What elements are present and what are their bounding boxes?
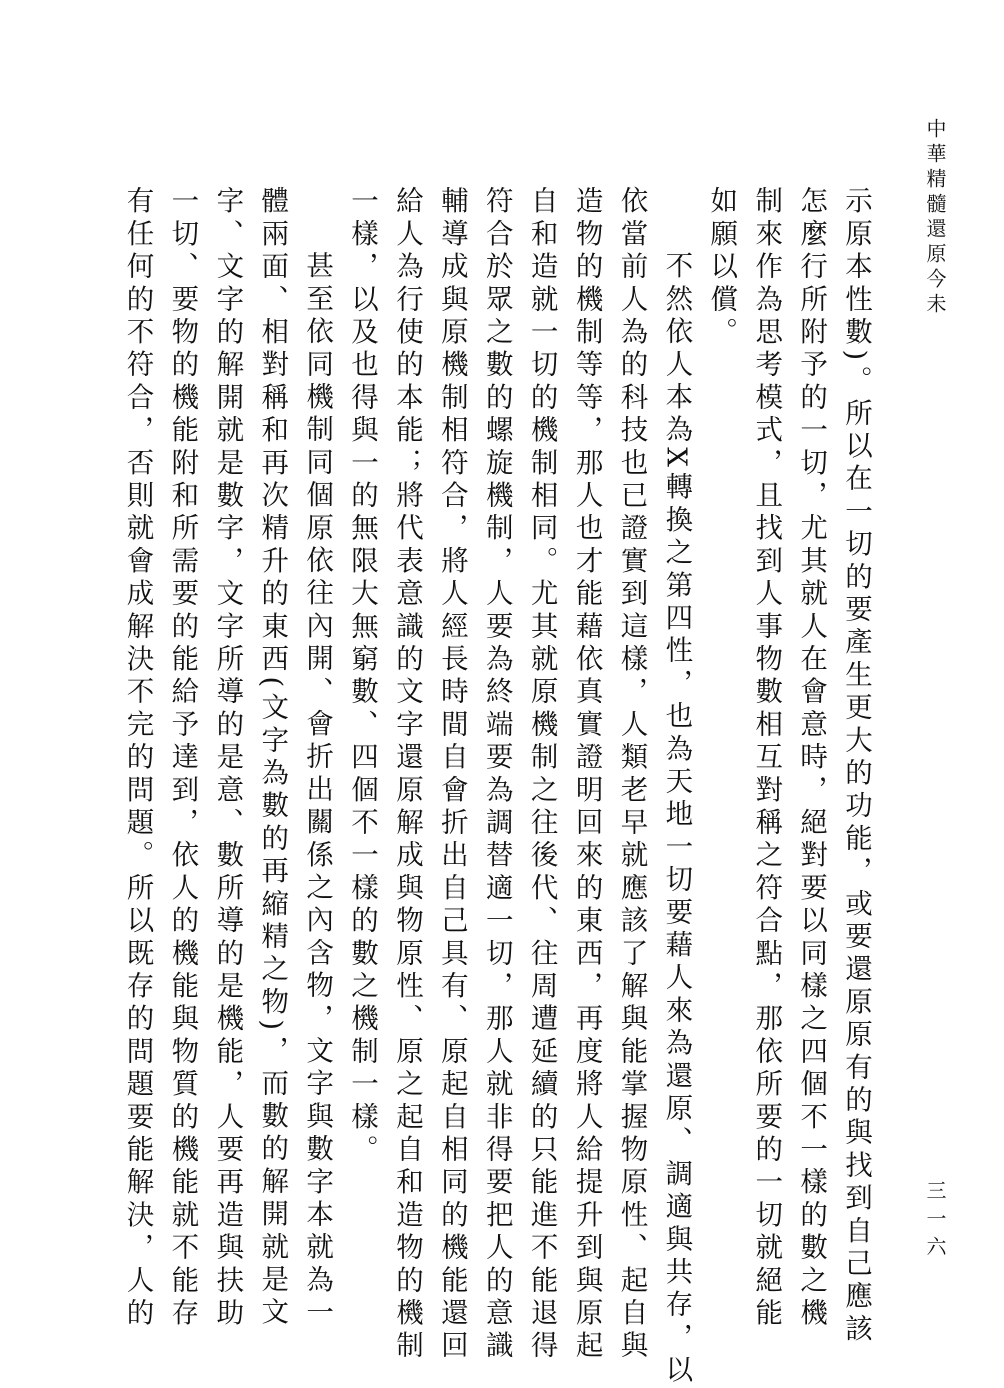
paragraph-1 xyxy=(698,186,878,1347)
running-header: 中華精髓還原今未 xyxy=(923,118,947,318)
text-line: 示原本性數)。所以在一切的要產生更大的功能，或要還原原有的與找到自己應該 xyxy=(840,186,872,1347)
text-line: 自和造就一切的機制相同。尤其就原機制之往後代、往周遭延續的只能進不能退得 xyxy=(525,186,558,1364)
text-line: 輔導成與原機制相符合，將人經長時間自會折出自己具有、原起自相同的機能還回 xyxy=(435,186,468,1364)
body-text xyxy=(115,186,878,1388)
text-line: 怎麼行所附予的一切，尤其就人在會意時，絕對要以同樣之四個不一樣的數之機 xyxy=(795,186,828,1331)
text-line: 依當前人為的科技也已證實到這樣，人類老早就應該了解與能掌握物原性、起自與 xyxy=(615,186,648,1364)
text-line: 不然依人本為X轉換之第四性，也為天地一切要藉人來為還原、調適與共存，以 xyxy=(660,251,693,1388)
paragraph-3 xyxy=(115,186,340,1331)
paragraph-2 xyxy=(339,186,698,1388)
text-line: 一切、要物的機能附和所需要的能給予達到，依人的機能與物質的機能就不能存 xyxy=(166,186,199,1331)
text-line: 如願以償。 xyxy=(705,186,738,350)
text-line: 造物的機制等等，那人也才能藉依真實證明回來的東西，再度將人給提升到與原起 xyxy=(570,186,603,1364)
text-line: 一樣，以及也得與一的無限大無窮數、四個不一樣的數之機制一樣。 xyxy=(346,186,379,1167)
text-line: 體兩面、相對稱和再次精升的東西(文字為數的再縮精之物)，而數的解開就是文 xyxy=(256,186,289,1330)
page-number: 三一六 xyxy=(923,1180,947,1264)
text-line: 給人為行使的本能；將代表意識的文字還原解成與物原性、原之起自和造物的機制 xyxy=(390,186,423,1364)
text-line: 制來作為思考模式，且找到人事物數相互對稱之符合點，那依所要的一切就絕能 xyxy=(750,186,783,1331)
text-line: 有任何的不符合，否則就會成解決不完的問題。所以既存的問題要能解決，人的 xyxy=(121,186,154,1331)
text-line: 符合於眾之數的螺旋機制，人要為終端要為調替適一切，那人就非得要把人的意識 xyxy=(480,186,513,1364)
text-line: 甚至依同機制同個原依往內開、會折出關係之內含物，文字與數字本就為一 xyxy=(301,251,334,1331)
text-line: 字、文字的解開就是數字，文字所導的是意、數所導的是機能，人要再造與扶助 xyxy=(211,186,244,1331)
